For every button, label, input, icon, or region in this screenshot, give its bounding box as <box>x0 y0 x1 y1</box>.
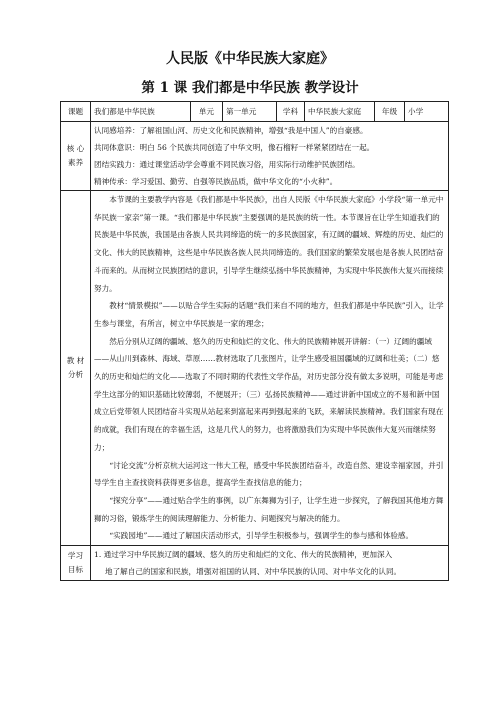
subject-label: 学科 <box>277 102 305 122</box>
literacy-label-line2: 素养 <box>67 158 84 167</box>
subject-value: 中华民族大家庭 <box>305 102 375 122</box>
literacy-item: 认同感培养：了解祖国山河、历史文化和民族精神，增强“我是中国人”的自豪感。 <box>94 126 368 135</box>
grade-value: 小学 <box>405 102 449 122</box>
analysis-paragraph: “探究分享”——通过贴合学生的事例，以广东舞狮为引子，让学生进一步探究，了解我国其他地方舞狮的习俗，锻炼学生的阅读理解能力、分析能力、问题探究与解决的能力。 <box>94 495 444 523</box>
literacy-row <box>61 122 449 191</box>
goals-row <box>61 546 449 581</box>
goals-label-line1: 学习 <box>67 551 84 561</box>
grade-label: 年级 <box>375 102 405 122</box>
analysis-label <box>61 191 91 546</box>
topic-value: 我们都是中华民族 <box>91 102 191 122</box>
lesson-plan-table <box>60 101 449 581</box>
document-title: 人民版《中华民族大家庭》 <box>166 51 334 67</box>
goals-content <box>91 546 449 581</box>
literacy-item: 共同体意识：明白 56 个民族共同创造了中华文明，像石榴籽一样紧紧团结在一起。 <box>94 143 375 152</box>
analysis-paragraph: 然后分别从辽阔的疆域、悠久的历史和灿烂的文化、伟大的民族精神展开讲解：（一）辽阔的疆域——从山川到森林、海域、草原……教材选取了几张图片，让学生感受祖国疆域的辽阔和壮美；（二）悠久的历史和灿烂的文化——选取了不同时期的代表性文学作品，对历史部分没有做太多说明，可能是考虑学生这部分的知识基础比较薄弱，不便展开；（三）弘扬民族精神——通过讲新中国成立的不易和新中国成立后党带领人民团结奋斗实现从站起来到富起来再到强起来的飞跃，来解读民族精神。我们国家有现在的成就，我们有现在的幸福生活，这是几代人的努力，也将激励我们为实现中华民族伟大复兴而继续努力； <box>94 336 444 452</box>
info-row <box>61 102 449 122</box>
analysis-row <box>61 191 449 546</box>
goal-line: 地了解自己的国家和民族，增强对祖国的认同、对中华民族的认同、对中华文化的认同。 <box>105 567 402 577</box>
topic-label: 课题 <box>61 102 91 122</box>
literacy-item: 精神传承：学习爱国、勤劳、自强等民族品质，做中华文化的“小火种”。 <box>94 177 338 186</box>
analysis-paragraph: “实践园地”——通过了解国庆活动形式，引导学生积极参与，强调学生的参与感和体验感。 <box>109 531 414 541</box>
literacy-content <box>91 122 449 191</box>
analysis-paragraph: “讨论交流”分析京杭大运河这一伟大工程，感受中华民族团结奋斗，改造自然、建设幸福家园，并引导学生自主查找资料获得更多信息，提高学生查找信息的能力； <box>94 460 444 488</box>
unit-value: 第一单元 <box>223 102 277 122</box>
analysis-label-line2: 分析 <box>67 370 84 380</box>
lesson-title: 第 1 课 我们都是中华民族 教学设计 <box>141 80 359 96</box>
literacy-label-line1: 核 心 <box>66 144 85 153</box>
analysis-content <box>91 191 449 546</box>
analysis-paragraph: 教材“情景模拟”——以贴合学生实际的话题“我们来自不同的地方，但我们都是中华民族”引入，让学生参与课堂，有所言，树立中华民族是一家的理念； <box>94 301 444 328</box>
goal-line: 1. 通过学习中华民族辽阔的疆域、悠久的历史和灿烂的文化、伟大的民族精神，更加深入 <box>94 550 393 560</box>
goals-label-line2: 目标 <box>67 565 84 575</box>
literacy-item: 团结实践力：通过课堂活动学会尊重不同民族习俗，用实际行动维护民族团结。 <box>94 160 360 169</box>
analysis-paragraph: 本节课的主要教学内容是《我们都是中华民族》，出自人民版《中华民族大家庭》小学段“第一单元中华民族一家亲”第一课。“我们都是中华民族”主要强调的是民族的统一性。本节课旨在让学生知道我们的民族是中华民族，我国是由各族人民共同缔造的统一的多民族国家，有辽阔的疆域、辉煌的历史、灿烂的文化、伟大的民族精神，这些是中华民族各族人民共同缔造的。我们国家的繁荣发展也是各族人民团结奋斗而来的。从而树立民族团结的意识，引导学生继续弘扬中华民族精神，为实现中华民族伟大复兴而接续努力。 <box>94 195 444 293</box>
goals-label <box>61 546 91 581</box>
analysis-label-line1: 教 材 <box>66 356 85 366</box>
unit-label: 单元 <box>191 102 223 122</box>
literacy-label <box>61 122 91 191</box>
